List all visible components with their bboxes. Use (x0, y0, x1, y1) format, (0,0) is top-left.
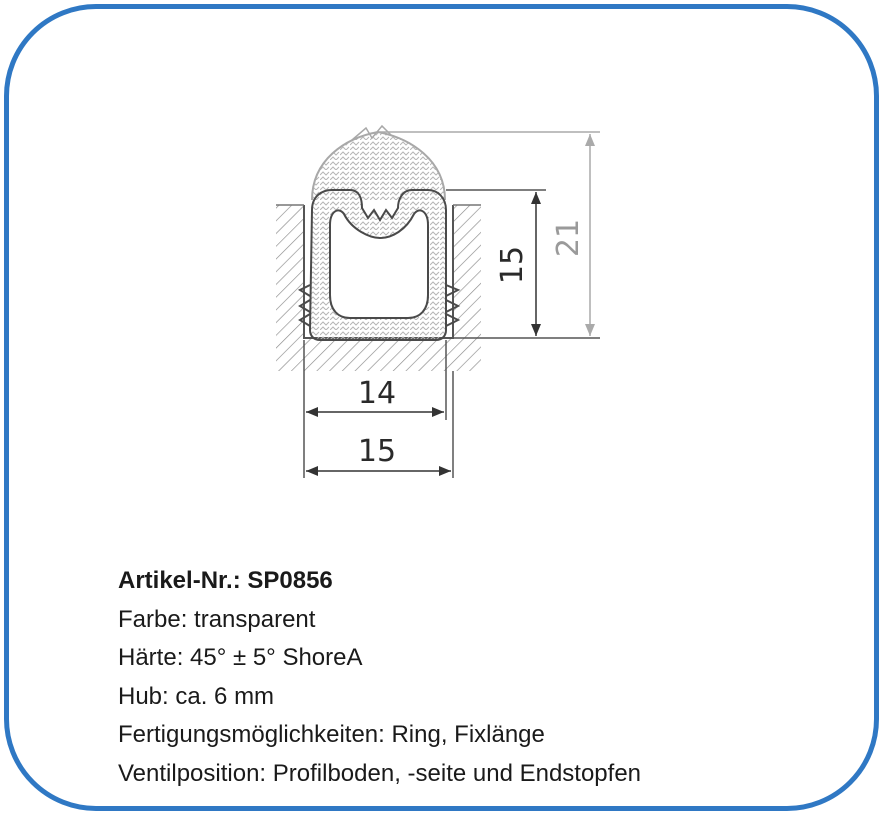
spec-color: Farbe: transparent (118, 605, 316, 633)
article-label: Artikel-Nr.: (118, 567, 241, 594)
dim-label-14: 14 (357, 376, 397, 411)
article-number: SP0856 (247, 567, 333, 594)
spec-list (118, 562, 641, 793)
article-line (118, 562, 641, 601)
spec-valve-position: Ventilposition: Profilboden, -seite und Endstopfen (118, 759, 642, 787)
spec-hardness: Härte: 45° ± 5° ShoreA (118, 644, 363, 671)
dim-label-15-height: 15 (495, 245, 530, 285)
compressed-profile (300, 190, 458, 340)
spec-production: Fertigungsmöglichkeiten: Ring, Fixlänge (118, 721, 545, 748)
dim-label-15-width: 15 (357, 434, 397, 469)
dim-label-21: 21 (551, 218, 586, 258)
spec-stroke: Hub: ca. 6 mm (118, 682, 275, 710)
uncompressed-profile-outline (312, 126, 445, 200)
